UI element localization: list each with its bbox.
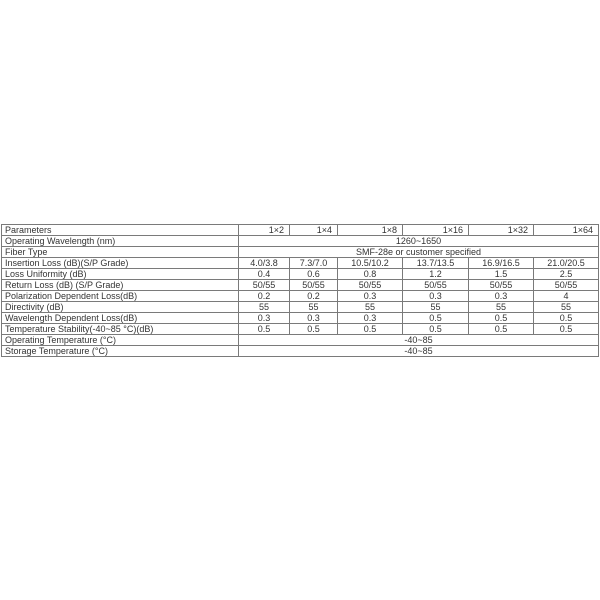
value-cell: 50/55 [239, 280, 290, 291]
value-cell: 0.5 [290, 324, 338, 335]
param-label: Operating Wavelength (nm) [2, 236, 239, 247]
value-cell: 0.8 [338, 269, 403, 280]
table-row [2, 313, 599, 324]
value-cell: 55 [338, 302, 403, 313]
spec-table [1, 224, 599, 357]
header-1x4: 1×4 [290, 225, 338, 236]
param-label: Directivity (dB) [2, 302, 239, 313]
header-1x8: 1×8 [338, 225, 403, 236]
spanned-value: SMF-28e or customer specified [239, 247, 599, 258]
value-cell: 55 [469, 302, 534, 313]
value-cell: 0.3 [469, 291, 534, 302]
table-row [2, 269, 599, 280]
value-cell: 13.7/13.5 [403, 258, 469, 269]
value-cell: 50/55 [338, 280, 403, 291]
value-cell: 0.5 [403, 313, 469, 324]
value-cell: 10.5/10.2 [338, 258, 403, 269]
table-row [2, 291, 599, 302]
param-label: Operating Temperature (°C) [2, 335, 239, 346]
table-row [2, 280, 599, 291]
param-label: Wavelength Dependent Loss(dB) [2, 313, 239, 324]
table-row [2, 324, 599, 335]
spanned-value: -40~85 [239, 346, 599, 357]
value-cell: 0.6 [290, 269, 338, 280]
spanned-value: -40~85 [239, 335, 599, 346]
param-label: Temperature Stability(-40~85 °C)(dB) [2, 324, 239, 335]
value-cell: 0.2 [290, 291, 338, 302]
value-cell: 2.5 [534, 269, 599, 280]
value-cell: 0.5 [469, 313, 534, 324]
value-cell: 0.3 [403, 291, 469, 302]
value-cell: 0.3 [290, 313, 338, 324]
table-row [2, 247, 599, 258]
param-label: Fiber Type [2, 247, 239, 258]
value-cell: 50/55 [290, 280, 338, 291]
value-cell: 7.3/7.0 [290, 258, 338, 269]
header-row [2, 225, 599, 236]
value-cell: 1.5 [469, 269, 534, 280]
value-cell: 0.3 [338, 313, 403, 324]
value-cell: 4 [534, 291, 599, 302]
value-cell: 0.3 [239, 313, 290, 324]
value-cell: 0.2 [239, 291, 290, 302]
param-label: Polarization Dependent Loss(dB) [2, 291, 239, 302]
param-label: Loss Uniformity (dB) [2, 269, 239, 280]
table-row [2, 335, 599, 346]
value-cell: 0.3 [338, 291, 403, 302]
header-1x2: 1×2 [239, 225, 290, 236]
value-cell: 50/55 [534, 280, 599, 291]
value-cell: 16.9/16.5 [469, 258, 534, 269]
value-cell: 50/55 [403, 280, 469, 291]
value-cell: 0.4 [239, 269, 290, 280]
table-row [2, 302, 599, 313]
header-1x32: 1×32 [469, 225, 534, 236]
table-row [2, 236, 599, 247]
spec-table-container [1, 224, 598, 357]
header-parameters: Parameters [2, 225, 239, 236]
param-label: Insertion Loss (dB)(S/P Grade) [2, 258, 239, 269]
value-cell: 21.0/20.5 [534, 258, 599, 269]
value-cell: 0.5 [338, 324, 403, 335]
value-cell: 4.0/3.8 [239, 258, 290, 269]
header-1x64: 1×64 [534, 225, 599, 236]
table-row [2, 258, 599, 269]
header-1x16: 1×16 [403, 225, 469, 236]
table-row [2, 346, 599, 357]
value-cell: 1.2 [403, 269, 469, 280]
value-cell: 0.5 [534, 324, 599, 335]
value-cell: 55 [290, 302, 338, 313]
param-label: Storage Temperature (°C) [2, 346, 239, 357]
value-cell: 0.5 [534, 313, 599, 324]
param-label: Return Loss (dB) (S/P Grade) [2, 280, 239, 291]
value-cell: 0.5 [403, 324, 469, 335]
value-cell: 55 [534, 302, 599, 313]
spanned-value: 1260~1650 [239, 236, 599, 247]
value-cell: 55 [239, 302, 290, 313]
value-cell: 0.5 [469, 324, 534, 335]
value-cell: 0.5 [239, 324, 290, 335]
value-cell: 55 [403, 302, 469, 313]
value-cell: 50/55 [469, 280, 534, 291]
